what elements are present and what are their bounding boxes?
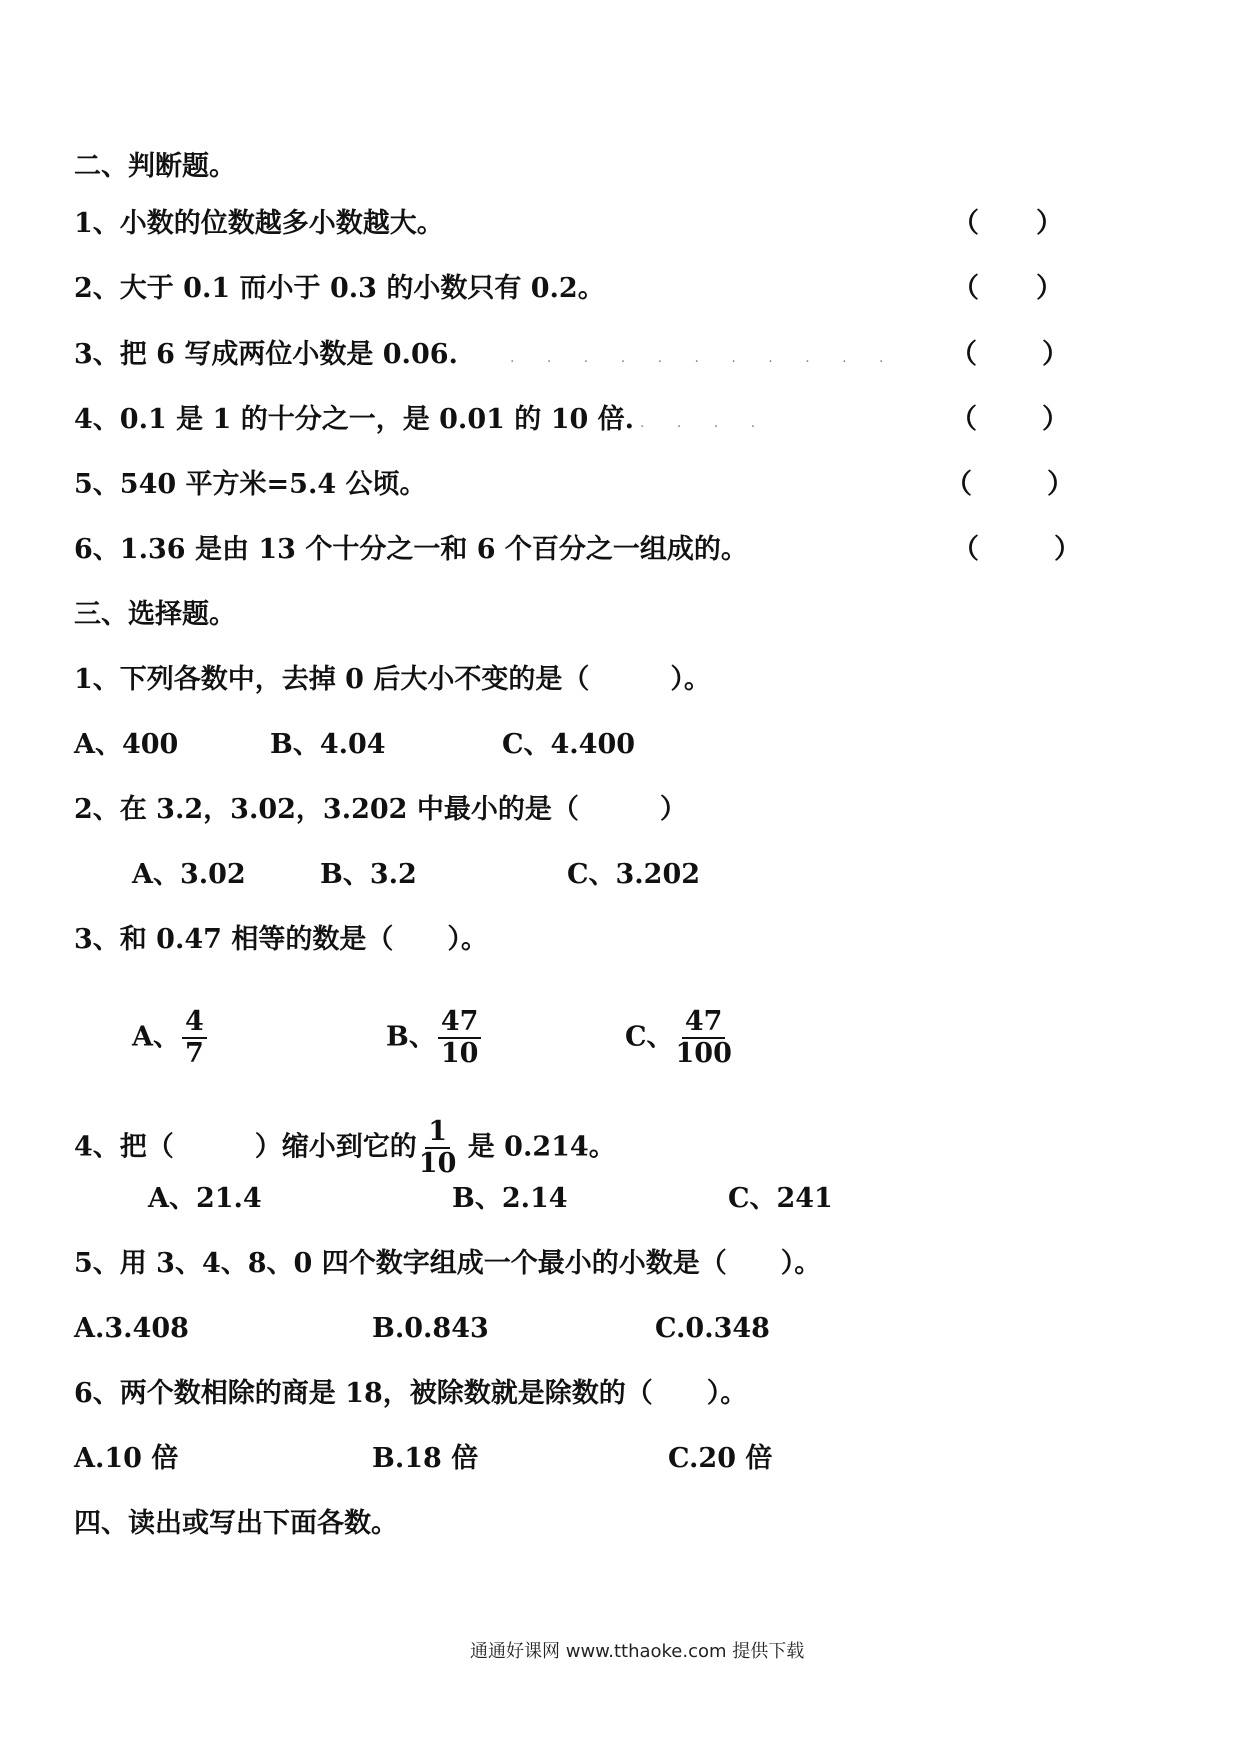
q2-option-b[interactable]: B、3.2: [320, 859, 417, 890]
choice-question-1: 1、下列各数中，去掉 0 后大小不变的是（ ）。: [74, 664, 711, 695]
judgement-item-6: 6、1.36 是由 13 个十分之一和 6 个百分之一组成的。: [74, 534, 748, 565]
faint-dots: . . . .: [640, 415, 770, 431]
choice-question-6: 6、两个数相除的商是 18，被除数就是除数的（ ）。: [74, 1378, 748, 1409]
fraction: $\frac{47}{100}$: [675, 1006, 732, 1069]
q3-option-b-label: B、: [386, 1021, 436, 1053]
choice-question-4: 4、把（ ）缩小到它的 $\frac{1}{10}$ 是 0.214。: [74, 1116, 616, 1179]
judgement-item-3: 3、把 6 写成两位小数是 0.06.: [74, 339, 458, 370]
q1-option-c[interactable]: C、4.400: [502, 729, 636, 760]
q3-option-c-label: C、: [625, 1021, 674, 1053]
fraction: $\frac{1}{10}$: [418, 1116, 457, 1179]
choice-question-5: 5、用 3、4、8、0 四个数字组成一个最小的小数是（ ）。: [74, 1248, 822, 1279]
q4-option-c[interactable]: C、241: [728, 1183, 833, 1214]
judgement-item-4: 4、0.1 是 1 的十分之一，是 0.01 的 10 倍.: [74, 404, 635, 435]
q6-option-c[interactable]: C.20 倍: [668, 1443, 773, 1474]
q5-option-a[interactable]: A.3.408: [74, 1313, 189, 1344]
q3-option-c[interactable]: [625, 1008, 734, 1068]
q3-option-a-label: A、: [132, 1021, 180, 1053]
page-footer: 通通好课网 www.tthaoke.com 提供下载: [470, 1641, 805, 1662]
q6-option-b[interactable]: B.18 倍: [372, 1443, 479, 1474]
q4-option-a[interactable]: A、21.4: [148, 1183, 262, 1214]
section-heading-judgement: 二、判断题。: [74, 151, 236, 182]
q3-option-b[interactable]: [386, 1008, 483, 1068]
q1-option-b[interactable]: B、4.04: [270, 729, 386, 760]
q2-option-a[interactable]: A、3.02: [132, 859, 246, 890]
judgement-item-5: 5、540 平方米=5.4 公顷。: [74, 469, 427, 500]
q3-option-a[interactable]: [132, 1008, 209, 1068]
q5-option-c[interactable]: C.0.348: [655, 1313, 770, 1344]
q4-option-b[interactable]: B、2.14: [452, 1183, 568, 1214]
section-heading-read-write: 四、读出或写出下面各数。: [74, 1508, 398, 1539]
fraction: $\frac{47}{10}$: [438, 1008, 482, 1068]
q1-option-a[interactable]: A、400: [74, 729, 179, 760]
faint-dots: . . . . . . . . . . .: [510, 350, 898, 366]
choice-question-2: 2、在 3.2，3.02，3.202 中最小的是（ ）: [74, 794, 687, 825]
q2-option-c[interactable]: C、3.202: [567, 859, 701, 890]
q6-option-a[interactable]: A.10 倍: [74, 1443, 179, 1474]
q5-option-b[interactable]: B.0.843: [372, 1313, 489, 1344]
judgement-item-2: 2、大于 0.1 而小于 0.3 的小数只有 0.2。: [74, 273, 605, 304]
judgement-item-1: 1、小数的位数越多小数越大。: [74, 208, 444, 239]
choice-question-3: 3、和 0.47 相等的数是（ ）。: [74, 924, 488, 955]
section-heading-choice: 三、选择题。: [74, 599, 236, 630]
fraction: $\frac{4}{7}$: [182, 1008, 207, 1068]
